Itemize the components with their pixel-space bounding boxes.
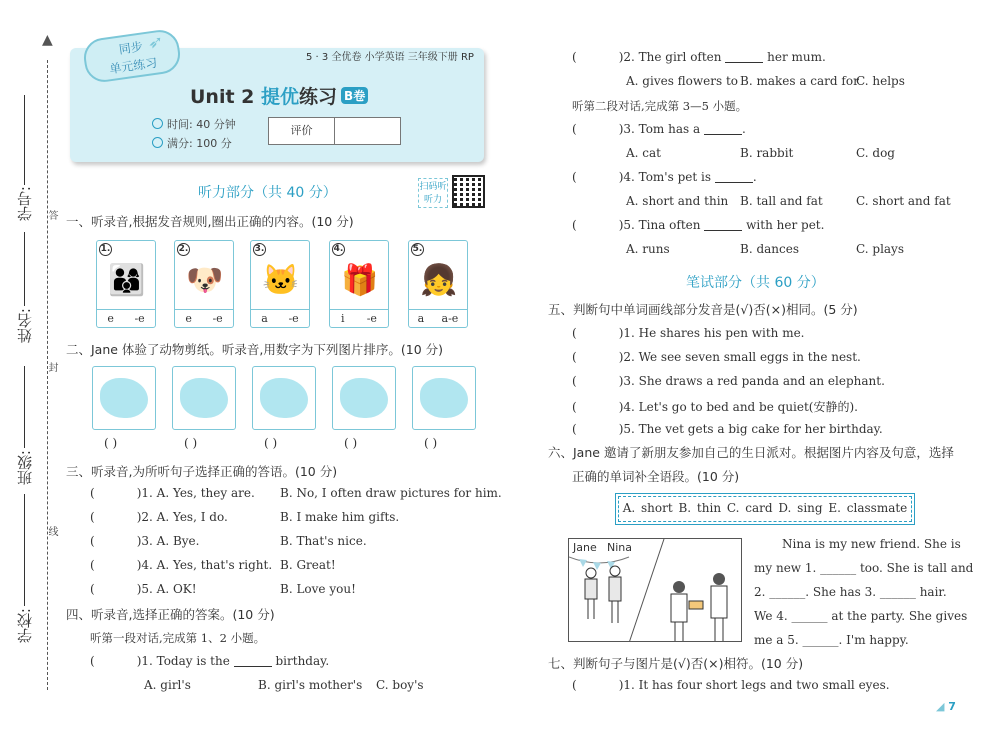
order-blank-2[interactable]: ( ) [184, 436, 198, 450]
series-info: 5 · 3 全优卷 小学英语 三年级下册 RP [306, 52, 474, 63]
title-main: 提优 [261, 86, 300, 108]
answer-blank[interactable] [725, 51, 763, 63]
answer-blank[interactable] [234, 655, 272, 667]
q7-title: 七、判断句子与图片是(√)否(×)相符。(10 分) [548, 656, 804, 671]
qr-label: 扫码听听力 [418, 178, 448, 208]
scene-label-nina: Nina [607, 541, 632, 554]
q6-line-2: my new 1. ______ too. She is tall and [754, 561, 974, 575]
q4-4-opt-b: B. tall and fat [740, 194, 823, 208]
page-number: ◢ 7 [936, 700, 956, 713]
q4-4-opt-c: C. short and fat [856, 194, 951, 208]
card-number: 3. [254, 244, 265, 254]
q1-title: 一、听录音,根据发音规则,圈出正确的内容。(10 分) [66, 214, 354, 229]
q4-1-opt-c: C. boy's [376, 678, 424, 692]
q1-card-5 [408, 240, 468, 328]
option-a[interactable]: i [341, 312, 345, 325]
q3-title: 三、听录音,为所听句子选择正确的答语。(10 分) [66, 464, 338, 479]
q4-5-opt-b: B. dances [740, 242, 799, 256]
title-tail: 练习 [299, 86, 338, 108]
q1-card-3 [250, 240, 310, 328]
q6-line-1: Nina is my new friend. She is [782, 537, 961, 551]
q3-item-4: ( )4. A. Yes, that's right. [90, 558, 273, 572]
q4-5-opt-c: C. plays [856, 242, 904, 256]
q5-item-1: ( )1. He shares his pen with me. [572, 326, 805, 340]
q3-item-2: ( )2. A. Yes, I do. [90, 510, 228, 524]
papercut-animal-5 [412, 366, 476, 430]
q4-item2: ( )2. The girl often her mum. [572, 50, 826, 64]
scene-drawing [569, 539, 742, 642]
label-student-number: 学号: [16, 186, 34, 222]
q4-2-opt-a: A. gives flowers to [626, 74, 739, 88]
q4-4-opt-a: A. short and thin [626, 194, 729, 208]
order-blank-1[interactable]: ( ) [104, 436, 118, 450]
rocket-top-icon: ▲ [42, 32, 53, 48]
papercut-animal-3 [252, 366, 316, 430]
title-unit: Unit 2 [190, 86, 255, 108]
qr-code-icon[interactable] [452, 175, 485, 208]
q4-item5: ( )5. Tina often with her pet. [572, 218, 825, 232]
badge-line1: 同步 [118, 39, 144, 57]
q6-line-5: me a 5. ______. I'm happy. [754, 633, 909, 647]
blank-school [24, 494, 25, 606]
q5-item-4: ( )4. Let's go to bed and be quiet(安静的). [572, 400, 858, 414]
card-number: 5. [412, 244, 423, 254]
score-info [152, 135, 232, 151]
eval-blank[interactable] [335, 118, 400, 144]
q3-item-3: ( )3. A. Bye. [90, 534, 200, 548]
rocket-icon: ➶ [148, 32, 164, 53]
q3-item-5-opt-b: B. Love you! [280, 582, 356, 596]
evaluation-box [268, 117, 401, 145]
label-class: 班级: [16, 450, 34, 486]
blank-student-number [24, 95, 25, 185]
card-number: 4. [333, 244, 344, 254]
q3-item-1-opt-b: B. No, I often draw pictures for him. [280, 486, 502, 500]
answer-blank[interactable] [704, 123, 742, 135]
written-heading: 笔试部分（共 60 分） [686, 275, 825, 291]
q4-3-opt-b: B. rabbit [740, 146, 794, 160]
papercut-animal-4 [332, 366, 396, 430]
binding-dashed-line [47, 60, 48, 690]
q6-title-line1: 六、Jane 邀请了新朋友参加自己的生日派对。根据图片内容及句意，选择 [548, 445, 954, 460]
q4-2-opt-b: B. makes a card for [740, 74, 859, 88]
q6-line-3: 2. ______. She has 3. ______ hair. [754, 585, 947, 599]
option-b[interactable]: -e [134, 312, 145, 325]
clock-icon [152, 118, 163, 129]
scene-label-jane: Jane [573, 541, 597, 554]
option-a[interactable]: a [261, 312, 268, 325]
q4-1-opt-a: A. girl's [144, 678, 191, 692]
option-b[interactable]: -e [288, 312, 299, 325]
q4-intro2: 听第二段对话,完成第 3—5 小题。 [572, 99, 748, 113]
binding-mark-da: 答 [46, 210, 57, 220]
card-number: 2. [178, 244, 189, 254]
q3-item-4-opt-b: B. Great! [280, 558, 336, 572]
eval-label: 评价 [269, 118, 335, 144]
answer-blank[interactable] [704, 219, 742, 231]
answer-blank[interactable] [715, 171, 753, 183]
blank-class [24, 366, 25, 448]
order-blank-4[interactable]: ( ) [344, 436, 358, 450]
card-number: 1. [100, 244, 111, 254]
option-b[interactable]: a-e [441, 312, 459, 325]
listening-heading: 听力部分（共 40 分） [198, 185, 337, 201]
cat-icon: 🐱 [262, 262, 300, 298]
title-badge: B卷 [341, 87, 368, 104]
q3-item-5: ( )5. A. OK! [90, 582, 197, 596]
q4-title: 四、听录音,选择正确的答案。(10 分) [66, 607, 275, 622]
q4-item3: ( )3. Tom has a . [572, 122, 746, 136]
q4-3-opt-a: A. cat [626, 146, 661, 160]
q3-item-1: ( )1. A. Yes, they are. [90, 486, 255, 500]
page-title [190, 82, 368, 109]
order-blank-5[interactable]: ( ) [424, 436, 438, 450]
binding-mark-feng: 封 [46, 362, 57, 372]
q4-intro1: 听第一段对话,完成第 1、2 小题。 [90, 631, 266, 645]
q4-1-opt-b: B. girl's mother's [258, 678, 363, 692]
q5-title: 五、判断句中单词画线部分发音是(√)否(×)相同。(5 分) [548, 302, 858, 317]
q3-item-2-opt-b: B. I make him gifts. [280, 510, 400, 524]
papercut-image [100, 378, 148, 418]
word-bank: A. short B. thin C. card D. sing E. classmate [618, 496, 912, 522]
papercut-image [420, 378, 468, 418]
papercut-image [260, 378, 308, 418]
label-school: 学校: [16, 608, 34, 644]
q1-card-1 [96, 240, 156, 328]
q1-card-4 [329, 240, 389, 328]
q4-3-opt-c: C. dog [856, 146, 895, 160]
order-blank-3[interactable]: ( ) [264, 436, 278, 450]
q4-item1: ( )1. Today is the birthday. [90, 654, 330, 668]
papercut-image [180, 378, 228, 418]
girl-mirror-icon: 👧 [420, 262, 458, 298]
q6-title-line2: 正确的单词补全语段。(10 分) [572, 469, 740, 484]
check-icon [152, 137, 163, 148]
q6-line-4: We 4. ______ at the party. She gives [754, 609, 968, 623]
gift-icon: 🎁 [341, 262, 379, 298]
party-scene-image [568, 538, 742, 642]
option-a[interactable]: a [417, 312, 425, 325]
badge-line2: 单元练习 [108, 55, 159, 77]
q4-2-opt-c: C. helps [856, 74, 905, 88]
q7-item1: ( )1. It has four short legs and two small eyes. [572, 678, 890, 692]
option-b[interactable]: -e [212, 312, 223, 325]
option-a[interactable]: e [107, 312, 114, 325]
papercut-image [340, 378, 388, 418]
papercut-animal-2 [172, 366, 236, 430]
leaf-icon: ◢ [936, 700, 949, 713]
option-b[interactable]: -e [366, 312, 377, 325]
q5-item-3: ( )3. She draws a red panda and an elephant. [572, 374, 885, 388]
q2-title: 二、Jane 体验了动物剪纸。听录音,用数字为下列图片排序。(10 分) [66, 342, 444, 357]
q1-card-2 [174, 240, 234, 328]
q4-5-opt-a: A. runs [626, 242, 670, 256]
option-a[interactable]: e [185, 312, 192, 325]
dog-icon: 🐶 [186, 262, 224, 298]
blank-name [24, 232, 25, 306]
binding-mark-xian: 线 [46, 526, 57, 536]
time-info [152, 116, 236, 132]
q4-item4: ( )4. Tom's pet is . [572, 170, 757, 184]
score-text: 满分: 100 分 [167, 137, 232, 150]
family-photo-icon: 👨‍👩‍👦 [108, 262, 146, 298]
q5-item-5: ( )5. The vet gets a big cake for her birthday. [572, 422, 883, 436]
time-text: 时间: 40 分钟 [167, 118, 236, 131]
q5-item-2: ( )2. We see seven small eggs in the nest. [572, 350, 861, 364]
label-name: 姓名: [16, 308, 34, 344]
q3-item-3-opt-b: B. That's nice. [280, 534, 367, 548]
papercut-animal-1 [92, 366, 156, 430]
